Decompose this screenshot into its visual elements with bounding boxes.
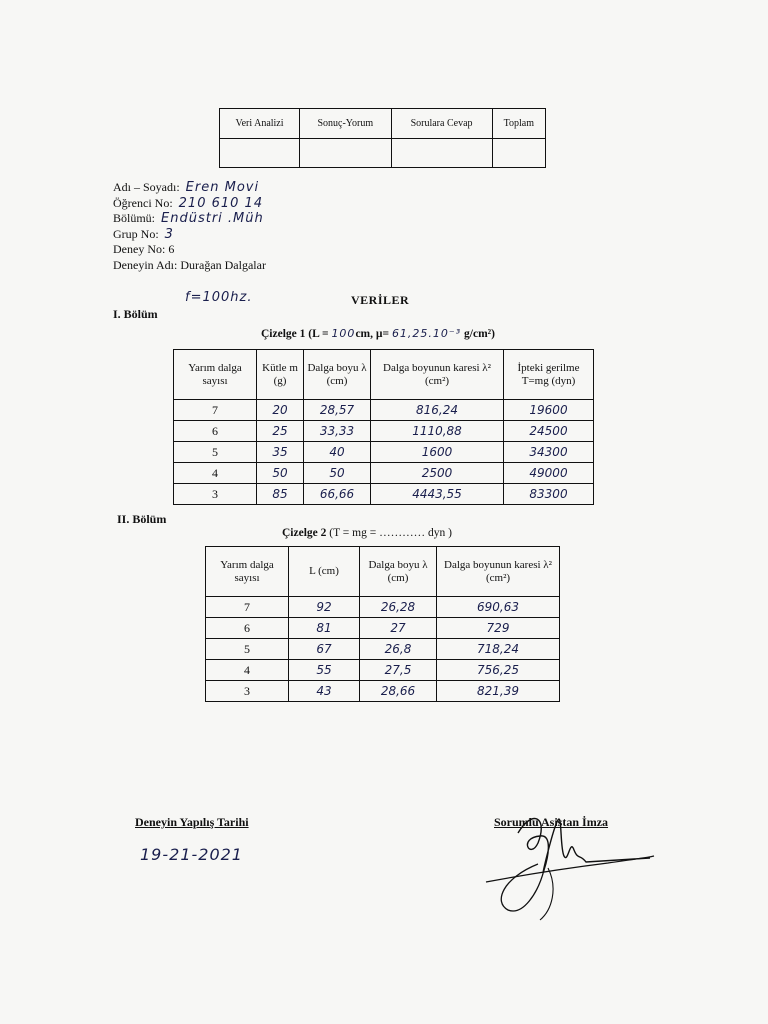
table-cell: 690,63: [437, 597, 560, 618]
table-cell: 5: [174, 442, 257, 463]
department-value: Endüstri .Müh: [161, 211, 264, 226]
frequency-note: f=100hz.: [185, 290, 253, 305]
table-cell: 3: [174, 484, 257, 505]
table-cell: 1600: [371, 442, 504, 463]
table-cell: 50: [257, 463, 304, 484]
table-cell: 27: [360, 618, 437, 639]
table1-caption-mu: 61,25.10⁻³: [391, 327, 462, 340]
group-value: 3: [164, 226, 174, 242]
student-info: [113, 180, 266, 273]
table-cell: 2500: [371, 463, 504, 484]
grade-value-cell: [300, 139, 392, 168]
table-cell: 27,5: [360, 660, 437, 681]
table-cell: 34300: [504, 442, 594, 463]
table-cell: 35: [257, 442, 304, 463]
group-row: [113, 227, 266, 243]
table2-header-row: [206, 547, 560, 597]
table-cell: 5: [206, 639, 289, 660]
table-cell: 821,39: [437, 681, 560, 702]
table-row: [174, 484, 594, 505]
table-cell: 4: [174, 463, 257, 484]
table2-header-cell: L (cm): [289, 547, 360, 597]
table-row: [206, 639, 560, 660]
grade-header-cell: Veri Analizi: [220, 109, 300, 139]
department-label: Bölümü:: [113, 211, 156, 225]
date-label: Deneyin Yapılış Tarihi: [135, 815, 249, 829]
grade-header-cell: Toplam: [492, 109, 545, 139]
table-cell: 40: [304, 442, 371, 463]
table2-caption-text: (T = mg = ………… dyn ): [329, 527, 452, 539]
table-cell: 43: [289, 681, 360, 702]
table-cell: 1110,88: [371, 421, 504, 442]
table-row: [174, 463, 594, 484]
data-table-1: [173, 349, 594, 505]
table-cell: 7: [206, 597, 289, 618]
table-row: [206, 597, 560, 618]
table-cell: 4: [206, 660, 289, 681]
table-cell: 26,8: [360, 639, 437, 660]
table-cell: 28,57: [304, 400, 371, 421]
table-cell: 55: [289, 660, 360, 681]
page-title: VERİLER: [351, 293, 410, 307]
grade-table: [219, 108, 546, 168]
grade-value-cell: [220, 139, 300, 168]
table2-caption: [282, 527, 452, 539]
table2-header-cell: Dalga boyu λ (cm): [360, 547, 437, 597]
table1-caption: [261, 327, 495, 340]
table1-header-row: [174, 350, 594, 400]
table1-header-cell: Dalga boyu λ (cm): [304, 350, 371, 400]
table1-caption-length: 100: [331, 327, 356, 340]
table1-caption-pre: (L =: [308, 328, 332, 340]
name-label: Adı – Soyadı:: [113, 180, 180, 194]
table-cell: 28,66: [360, 681, 437, 702]
experiment-number: Deney No: 6: [113, 242, 175, 256]
table-cell: 816,24: [371, 400, 504, 421]
table-row: [174, 442, 594, 463]
table-cell: 718,24: [437, 639, 560, 660]
table-row: [174, 400, 594, 421]
table1-header-cell: İpteki gerilme T=mg (dyn): [504, 350, 594, 400]
table1-header-cell: Dalga boyunun karesi λ² (cm²): [371, 350, 504, 400]
table-cell: 92: [289, 597, 360, 618]
table1-header-cell: Yarım dalga sayısı: [174, 350, 257, 400]
table-cell: 24500: [504, 421, 594, 442]
table-cell: 25: [257, 421, 304, 442]
section1-label: I. Bölüm: [113, 307, 158, 321]
date-value: 19-21-2021: [140, 845, 243, 864]
department-row: [113, 211, 266, 227]
grade-value-row: [220, 139, 546, 168]
table-cell: 756,25: [437, 660, 560, 681]
table-row: [206, 618, 560, 639]
table-cell: 85: [257, 484, 304, 505]
grade-value-cell: [492, 139, 545, 168]
table-cell: 6: [174, 421, 257, 442]
table2-header-cell: Yarım dalga sayısı: [206, 547, 289, 597]
grade-header-row: [220, 109, 546, 139]
table-cell: 4443,55: [371, 484, 504, 505]
data-table-2: [205, 546, 560, 702]
grade-header-cell: Sonuç-Yorum: [300, 109, 392, 139]
table1-caption-title: Çizelge 1: [261, 328, 306, 340]
table-cell: 67: [289, 639, 360, 660]
table-cell: 50: [304, 463, 371, 484]
name-value: Eren Movi: [185, 180, 260, 195]
table-cell: 49000: [504, 463, 594, 484]
signature-label: Sorumlu Asistan İmza: [494, 815, 609, 829]
signature-mark: [478, 798, 658, 923]
table-cell: 83300: [504, 484, 594, 505]
table-cell: 33,33: [304, 421, 371, 442]
number-row: [113, 196, 266, 212]
table2-caption-title: Çizelge 2: [282, 527, 327, 539]
section2-label: II. Bölüm: [117, 512, 167, 526]
table1-header-cell: Kütle m (g): [257, 350, 304, 400]
name-row: [113, 180, 266, 196]
table-cell: 7: [174, 400, 257, 421]
table1-caption-mid: cm, µ=: [355, 328, 392, 340]
table-row: [206, 681, 560, 702]
number-label: Öğrenci No:: [113, 195, 173, 210]
table-cell: 729: [437, 618, 560, 639]
table-cell: 3: [206, 681, 289, 702]
number-value: 210 610 14: [178, 195, 264, 211]
table-cell: 66,66: [304, 484, 371, 505]
table-cell: 19600: [504, 400, 594, 421]
table-cell: 20: [257, 400, 304, 421]
table-row: [206, 660, 560, 681]
table-cell: 81: [289, 618, 360, 639]
table-row: [174, 421, 594, 442]
grade-value-cell: [391, 139, 492, 168]
experiment-name: Deneyin Adı: Durağan Dalgalar: [113, 257, 266, 272]
table-cell: 26,28: [360, 597, 437, 618]
group-label: Grup No:: [113, 226, 159, 241]
table-cell: 6: [206, 618, 289, 639]
grade-header-cell: Sorulara Cevap: [391, 109, 492, 139]
table1-caption-post: g/cm²): [461, 328, 495, 340]
table2-header-cell: Dalga boyunun karesi λ² (cm²): [437, 547, 560, 597]
